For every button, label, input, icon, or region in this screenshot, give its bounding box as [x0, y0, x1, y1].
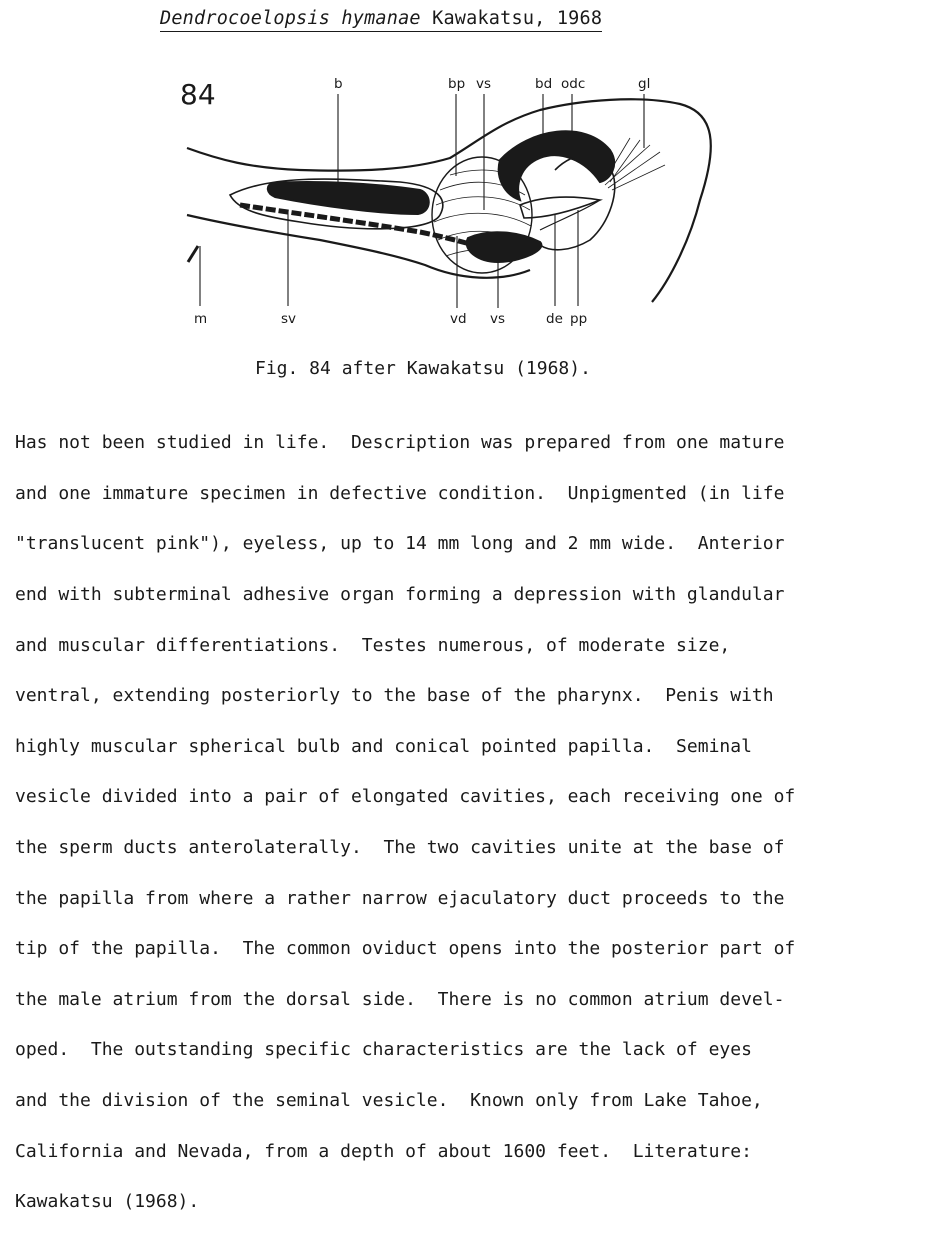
description-line: and the division of the seminal vesicle. Known only from Lake Tahoe, [15, 1090, 763, 1112]
label-bd: bd [535, 76, 553, 92]
male-atrium [499, 131, 614, 200]
description-line: Has not been studied in life. Description was prepared from one mature [15, 432, 785, 454]
figure-caption: Fig. 84 after Kawakatsu (1968). [255, 358, 591, 379]
anatomical-figure [0, 0, 933, 345]
description-line: end with subterminal adhesive organ forming a depression with glandular [15, 584, 785, 606]
description-line: Kawakatsu (1968). [15, 1191, 200, 1213]
label-pp: pp [570, 311, 588, 327]
species-description [15, 405, 920, 1240]
figure-number: 84 [180, 78, 216, 111]
bursa-canal [268, 182, 429, 214]
mouth-mark [188, 246, 198, 262]
label-de: de [546, 311, 563, 327]
description-line: the sperm ducts anterolaterally. The two cavities unite at the base of [15, 837, 785, 859]
label-b: b [334, 76, 343, 92]
species-name: Dendrocoelopsis hymanae [160, 8, 421, 29]
description-line: tip of the papilla. The common oviduct opens into the posterior part of [15, 938, 796, 960]
description-line: and muscular differentiations. Testes numerous, of moderate size, [15, 634, 731, 656]
description-line: ventral, extending posteriorly to the base of the pharynx. Penis with [15, 685, 774, 707]
description-line: and one immature specimen in defective condition. Unpigmented (in life [15, 482, 785, 504]
description-line: the male atrium from the dorsal side. There is no common atrium devel- [15, 988, 785, 1010]
seminal-vesicle-cavity [467, 232, 542, 262]
description-line: oped. The outstanding specific characteristics are the lack of eyes [15, 1039, 752, 1061]
description-line: California and Nevada, from a depth of about 1600 feet. Literature: [15, 1140, 752, 1162]
copulatory-apparatus-drawing [0, 0, 933, 345]
label-gl: gl [638, 76, 651, 92]
label-sv: sv [281, 311, 297, 327]
species-authority: Kawakatsu, 1968 [420, 8, 603, 29]
description-line: the papilla from where a rather narrow ejaculatory duct proceeds to the [15, 887, 785, 909]
label-m: m [194, 311, 208, 327]
label-vs-top: vs [476, 76, 492, 92]
label-odc: odc [561, 76, 586, 92]
description-line: "translucent pink"), eyeless, up to 14 mm long and 2 mm wide. Anterior [15, 533, 785, 555]
label-vd: vd [450, 311, 467, 327]
label-vs-bottom: vs [490, 311, 506, 327]
description-line: highly muscular spherical bulb and conical pointed papilla. Seminal [15, 735, 752, 757]
description-line: vesicle divided into a pair of elongated cavities, each receiving one of [15, 786, 796, 808]
label-bp: bp [448, 76, 466, 92]
